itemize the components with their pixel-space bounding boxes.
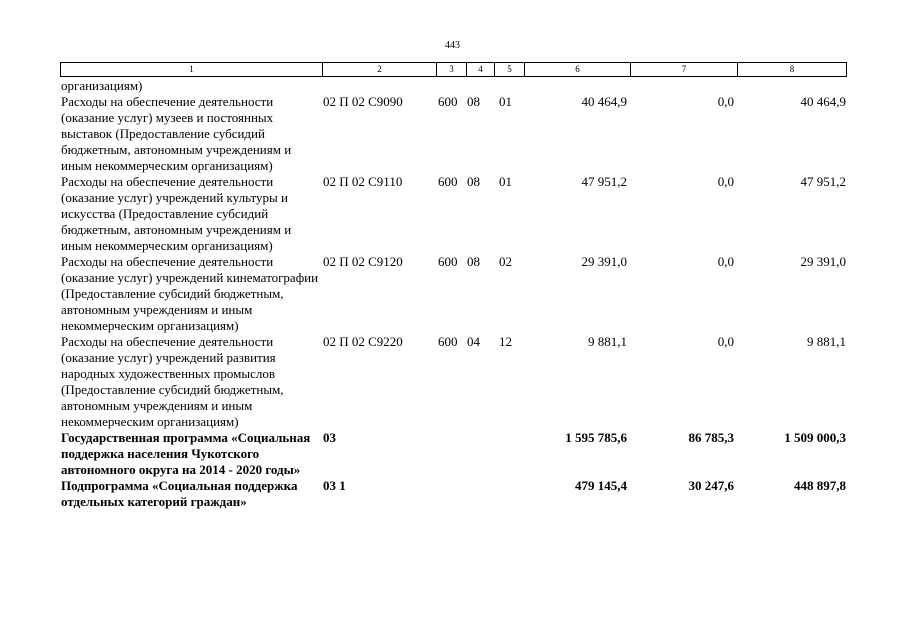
row-name: Расходы на обеспечение деятельности (оказание услуг) учреждений культуры и искусства (Предоставление субсидий бюджетным, автономным учреждениям и иным некоммерческим организациям): [61, 174, 292, 253]
header-col-8: 8: [738, 63, 847, 77]
table-row: [60, 94, 846, 174]
row-vr: [436, 478, 466, 510]
row-amount-8: 448 897,8: [794, 478, 846, 493]
row-amount-7: 30 247,6: [688, 478, 734, 493]
row-amount-6: 479 145,4: [575, 478, 627, 493]
row-amount-8: 1 509 000,3: [784, 430, 846, 445]
row-pr: [494, 430, 524, 478]
row-rz: 08: [467, 254, 480, 269]
row-rz: [466, 478, 494, 510]
row-amount-6: 29 391,0: [581, 254, 627, 269]
row-amount-6: 40 464,9: [581, 94, 627, 109]
row-amount-8: 40 464,9: [800, 94, 846, 109]
row-amount-6: 47 951,2: [581, 174, 627, 189]
row-code: 02 П 02 С9220: [323, 334, 403, 349]
table-row: [60, 254, 846, 334]
row-name: Расходы на обеспечение деятельности (оказание услуг) учреждений развития народных художественных промыслов (Предоставление субсидий бюджетным, автономным учреждениям и иным некоммерческим организациям): [61, 334, 284, 429]
row-rz: 08: [467, 94, 480, 109]
table-row: [60, 334, 846, 430]
row-amount-7: 0,0: [717, 94, 734, 109]
page-number: 443: [445, 40, 460, 51]
header-col-1: 1: [61, 63, 323, 77]
table-row: [60, 478, 846, 510]
column-number-header: [60, 62, 847, 77]
row-amount-6: [524, 78, 630, 94]
row-code: 02 П 02 С9110: [323, 174, 403, 189]
row-vr: [436, 430, 466, 478]
table-row: [60, 174, 846, 254]
row-code: 02 П 02 С9120: [323, 254, 403, 269]
row-amount-7: 0,0: [717, 334, 734, 349]
row-pr: [494, 478, 524, 510]
header-col-7: 7: [631, 63, 738, 77]
row-vr: 600: [438, 94, 458, 109]
row-name: Государственная программа «Социальная поддержка населения Чукотского автономного округа на 2014 - 2020 годы»: [61, 430, 311, 477]
row-pr: 01: [499, 94, 512, 109]
row-rz: 08: [467, 174, 480, 189]
row-amount-8: 9 881,1: [807, 334, 846, 349]
row-amount-8: [737, 78, 846, 94]
row-code: [322, 78, 436, 94]
row-rz: 04: [467, 334, 480, 349]
row-pr: [494, 78, 524, 94]
row-code: 02 П 02 С9090: [323, 94, 403, 109]
row-vr: 600: [438, 334, 458, 349]
row-amount-7: [630, 78, 737, 94]
row-amount-6: 9 881,1: [588, 334, 627, 349]
row-amount-8: 29 391,0: [800, 254, 846, 269]
row-code: 03: [323, 430, 336, 445]
table-row: [60, 430, 846, 478]
row-vr: 600: [438, 254, 458, 269]
row-vr: [436, 78, 466, 94]
row-pr: 12: [499, 334, 512, 349]
header-col-6: 6: [525, 63, 631, 77]
row-code: 03 1: [323, 478, 346, 493]
header-col-5: 5: [495, 63, 525, 77]
row-amount-7: 0,0: [717, 254, 734, 269]
row-amount-6: 1 595 785,6: [565, 430, 627, 445]
header-col-2: 2: [323, 63, 437, 77]
row-amount-7: 86 785,3: [688, 430, 734, 445]
row-name: Расходы на обеспечение деятельности (оказание услуг) учреждений кинематографии (Предоставление субсидий бюджетным, автономным учреждениям и иным некоммерческим организациям): [61, 254, 319, 333]
row-name: Подпрограмма «Социальная поддержка отдельных категорий граждан»: [61, 478, 298, 509]
row-vr: 600: [438, 174, 458, 189]
header-col-3: 3: [437, 63, 467, 77]
row-amount-7: 0,0: [717, 174, 734, 189]
row-rz: [466, 78, 494, 94]
budget-table: [60, 78, 846, 510]
row-name: организациям): [61, 78, 143, 93]
header-col-4: 4: [467, 63, 495, 77]
row-amount-8: 47 951,2: [800, 174, 846, 189]
table-row: [60, 78, 846, 94]
row-rz: [466, 430, 494, 478]
row-pr: 02: [499, 254, 512, 269]
row-pr: 01: [499, 174, 512, 189]
row-name: Расходы на обеспечение деятельности (оказание услуг) музеев и постоянных выставок (Предоставление субсидий бюджетным, автономным учреждениям и иным некоммерческим организациям): [61, 94, 292, 173]
